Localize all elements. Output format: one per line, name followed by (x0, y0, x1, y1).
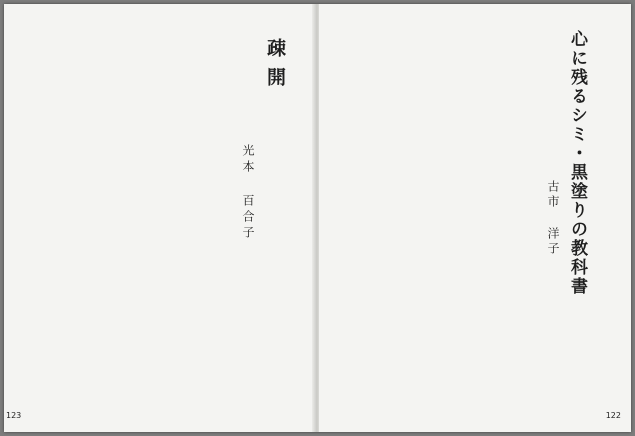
book-spread (4, 4, 631, 432)
right-page (319, 4, 631, 432)
right-page-number: 122 (605, 411, 621, 420)
left-page-title: 疎開 (264, 38, 286, 96)
right-page-body-columns (329, 26, 535, 407)
left-page-number: 123 (6, 411, 22, 420)
right-page-author: 古市 洋子 (546, 180, 560, 257)
left-page-author: 光本 百合子 (241, 144, 255, 242)
left-page-body-columns (18, 34, 228, 405)
left-page (4, 4, 316, 432)
right-page-title: 心に残るシミ・黒塗りの教科書 (567, 30, 587, 296)
